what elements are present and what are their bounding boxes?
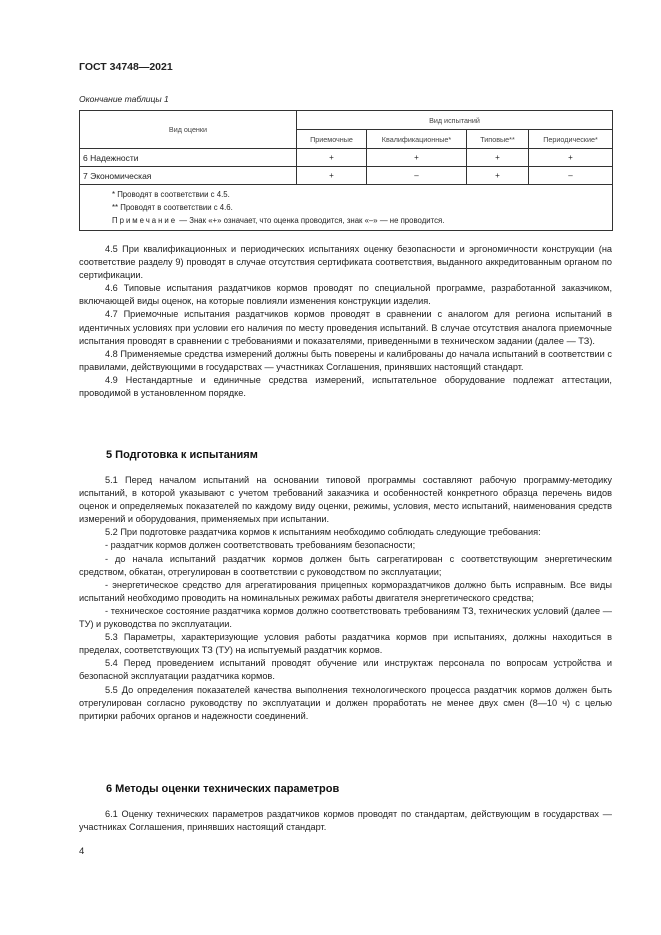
section-5-heading: 5 Подготовка к испытаниям (106, 449, 258, 461)
table-caption: Окончание таблицы 1 (79, 94, 169, 104)
list-item: - до начала испытаний раздатчик кормов должен быть сагрегатирован с соответствующим энергетическим средством, обкатан, отрегулирован в соответствии с руководством по эксплуатации; (79, 553, 612, 577)
page-number: 4 (79, 846, 85, 857)
header-test-type: Вид испытаний (297, 111, 613, 130)
table-cell: + (297, 149, 367, 167)
note-text: — Знак «+» означает, что оценка проводится, знак «–» — не проводится. (177, 216, 445, 225)
table-cell: + (529, 149, 613, 167)
header-acceptance: Приемочные (297, 130, 367, 149)
paragraph: 4.7 Приемочные испытания раздатчиков кормов проводят в сравнении с аналогом для региона испытаний в идентичных условиях при условии его наличия по месту проведения испытаний. В случае отсутствия аналога приемочные испытания проводят в сравнении с требованиями и показателями, приведенными в техническом задании (далее — ТЗ). (79, 309, 612, 346)
paragraph: 5.2 При подготовке раздатчика кормов к испытаниям необходимо соблюдать следующие требования: (105, 527, 541, 538)
header-qualification: Квалификационные* (367, 130, 467, 149)
table-cell: – (367, 167, 467, 185)
footnote: * Проводят в соответствии с 4.5. (112, 190, 230, 199)
paragraph: 4.5 При квалификационных и периодических испытаниях оценку безопасности и эргономичности конструкции (на соответствие разделу 9) проводят в случае отсутствия сертификата соответствия, выданного аккредитованным органом по сертификации. (79, 244, 612, 281)
table-cell: – (529, 167, 613, 185)
note-label: Примечание (112, 216, 178, 225)
header-type-tests: Типовые** (467, 130, 529, 149)
paragraph: 6.1 Оценку технических параметров раздатчиков кормов проводят по стандартам, действующим в государствах — участниках Соглашения, принявших настоящий стандарт. (79, 809, 612, 833)
paragraph: 4.9 Нестандартные и единичные средства измерений, испытательное оборудование подлежат аттестации, проводимой в установленном порядке. (79, 374, 612, 399)
list-item: - раздатчик кормов должен соответствовать требованиям безопасности; (105, 540, 416, 551)
header-periodic: Периодические* (529, 130, 613, 149)
paragraph: 5.1 Перед началом испытаний на основании типовой программы составляют рабочую программу-методику испытаний, в которой указывают с учетом требований заказчика и особенностей конкретного образца перечень видов оценок и определяемых показателей по каждому виду оценки, режимы, условия, место испытаний, наименования средств измерений и оборудования, применяемых при испытании. (79, 475, 612, 525)
section-6-heading: 6 Методы оценки технических параметров (106, 783, 340, 795)
list-item: - энергетическое средство для агрегатирования прицепных кормораздатчиков должно быть исправным. Все виды испытаний необходимо проводить на номинальных режимах работы двигателя энергетического средства; (79, 579, 612, 603)
section-5-paragraphs (79, 474, 612, 723)
paragraph: 4.8 Применяемые средства измерений должны быть поверены и калиброваны до начала испытаний в соответствии с правилами, действующими в государствах — участниках Соглашения, принявших настоящий стандарт. (79, 348, 612, 372)
paragraph: 4.6 Типовые испытания раздатчиков кормов проводят по специальной программе, разработанной заказчиком, включающей виды оценок, на которые повлияли изменения конструкции изделия. (79, 283, 612, 307)
evaluation-table (79, 110, 613, 231)
section-4-paragraphs (79, 243, 612, 400)
header-assessment-type: Вид оценки (80, 111, 297, 149)
table-cell: + (467, 149, 529, 167)
row-label: 6 Надежности (80, 149, 297, 167)
document-header: ГОСТ 34748—2021 (79, 61, 173, 73)
table-notes (80, 185, 613, 231)
table-cell: + (467, 167, 529, 185)
table-cell: + (367, 149, 467, 167)
row-label: 7 Экономическая (80, 167, 297, 185)
table-row (80, 167, 613, 185)
paragraph: 5.4 Перед проведением испытаний проводят обучение или инструктаж персонала по вопросам устройства и безопасной эксплуатации раздатчика кормов. (79, 658, 612, 682)
table-cell: + (297, 167, 367, 185)
footnote: ** Проводят в соответствии с 4.6. (112, 203, 233, 212)
paragraph: 5.5 До определения показателей качества выполнения технологического процесса раздатчик кормов должен быть отрегулирован согласно руководству по эксплуатации и должен проработать не менее двух смен (8—10 ч) с целью притирки рабочих органов и надежности соединений. (79, 684, 612, 721)
table-row (80, 149, 613, 167)
list-item: - техническое состояние раздатчика кормов должно соответствовать требованиям ТЗ, технических условий (далее — ТУ) и руководства по эксплуатации. (79, 605, 612, 630)
paragraph: 5.3 Параметры, характеризующие условия работы раздатчика кормов при испытаниях, должны находиться в пределах, соответствующих ТЗ (ТУ) на испытуемый раздатчик кормов. (79, 632, 612, 656)
section-6-paragraphs (79, 808, 612, 834)
table-note (112, 214, 612, 227)
